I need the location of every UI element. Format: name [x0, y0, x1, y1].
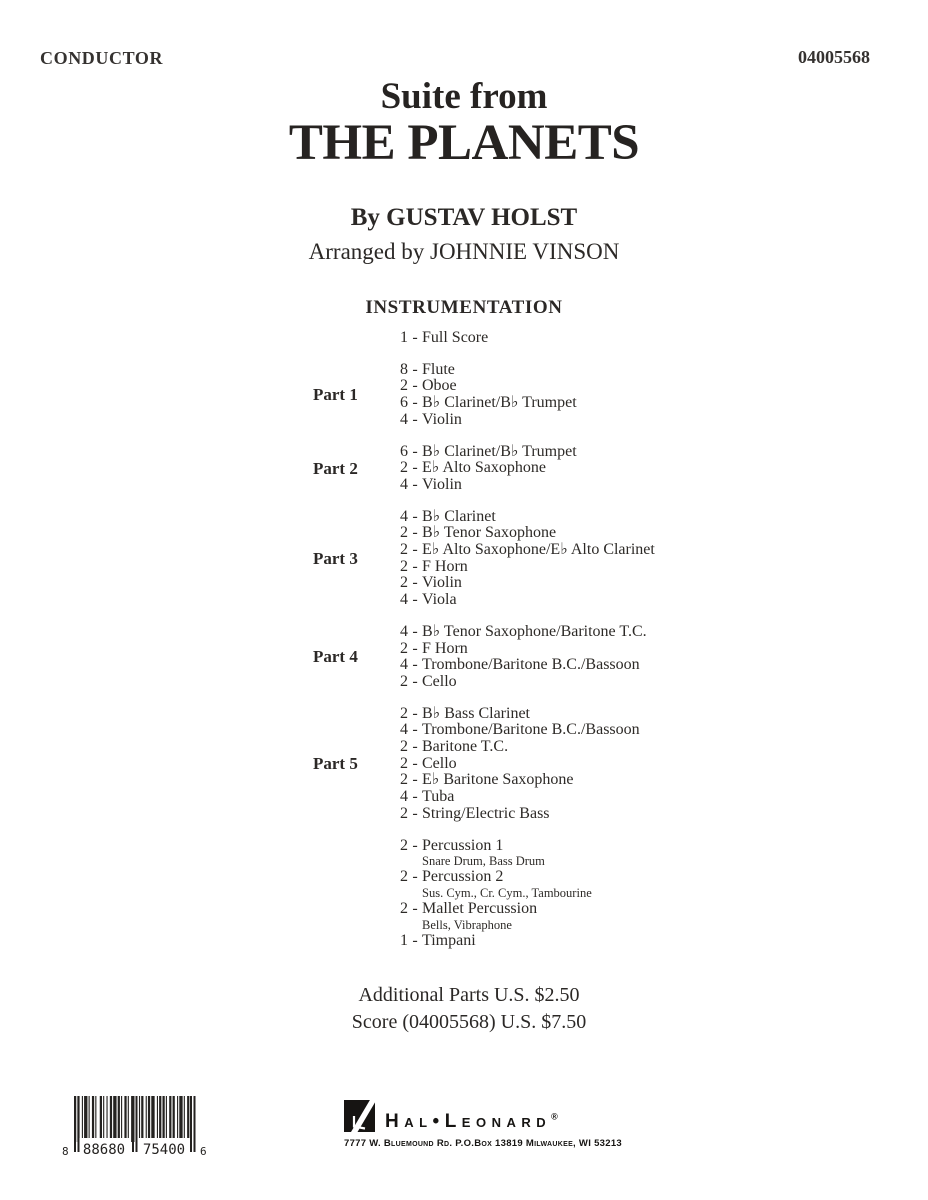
item-name: F Horn	[422, 557, 468, 575]
publisher-address: 7777 W. Bluemound Rd. P.O.Box 13819 Milwaukee, WI 53213	[344, 1138, 622, 1149]
item-quantity: 4	[400, 656, 408, 674]
item-quantity: 4	[400, 622, 408, 640]
item-name: Percussion 2	[422, 868, 504, 886]
item-quantity: 4	[400, 788, 408, 806]
item-separator: -	[412, 656, 418, 674]
item-quantity: 2	[400, 574, 408, 592]
instrument-item	[397, 395, 873, 412]
item-separator: -	[412, 738, 418, 756]
item-separator: -	[412, 672, 418, 690]
instrument-items	[397, 838, 873, 950]
instrument-items	[397, 330, 873, 347]
instrument-item	[397, 789, 873, 806]
instrument-item	[397, 378, 873, 395]
barcode-digit-group2: 75400	[142, 1142, 186, 1158]
item-separator: -	[412, 639, 418, 657]
barcode-digit-group1: 88680	[82, 1142, 126, 1158]
title-main: THE PLANETS	[288, 115, 640, 171]
instrument-item	[397, 739, 873, 756]
item-name: F Horn	[422, 639, 468, 657]
item-quantity: 4	[400, 410, 408, 428]
instrument-item	[397, 330, 873, 347]
instrument-item	[397, 624, 873, 641]
item-name: B♭ Tenor Saxophone	[422, 524, 557, 542]
instrument-items	[397, 444, 873, 494]
instrument-item	[397, 592, 873, 609]
instrumentation-group	[313, 509, 873, 609]
item-name: Violin	[422, 410, 462, 428]
item-separator: -	[412, 541, 418, 559]
item-separator: -	[412, 459, 418, 477]
item-separator: -	[412, 329, 418, 346]
registered-mark-icon: ®	[551, 1111, 558, 1122]
item-separator: -	[412, 754, 418, 772]
item-quantity: 2	[400, 639, 408, 657]
instrument-item	[397, 460, 873, 477]
instrument-item	[397, 933, 873, 950]
item-separator: -	[412, 507, 418, 525]
item-separator: -	[412, 931, 418, 949]
item-name: E♭ Alto Saxophone	[422, 459, 546, 477]
item-name: Timpani	[422, 931, 476, 949]
item-quantity: 2	[400, 557, 408, 575]
instrument-item	[397, 838, 873, 855]
item-separator: -	[412, 899, 418, 917]
part-label: Part 2	[313, 458, 358, 478]
instrument-item	[397, 657, 873, 674]
item-quantity: 2	[400, 899, 408, 917]
item-separator: -	[412, 788, 418, 806]
instrument-item	[397, 477, 873, 494]
publisher-logo-row	[344, 1098, 622, 1132]
instrument-item	[397, 806, 873, 823]
item-quantity: 2	[400, 771, 408, 789]
instrument-items	[397, 509, 873, 609]
item-quantity: 4	[400, 475, 408, 493]
item-name: Trombone/Baritone B.C./Bassoon	[422, 721, 640, 739]
item-quantity: 4	[400, 591, 408, 609]
instrument-item	[397, 869, 873, 886]
item-quantity: 2	[400, 738, 408, 756]
item-separator: -	[412, 804, 418, 822]
item-quantity: 2	[400, 804, 408, 822]
item-separator: -	[412, 475, 418, 493]
instrument-item	[397, 412, 873, 429]
item-quantity: 4	[400, 507, 408, 525]
item-name: B♭ Tenor Saxophone/Baritone T.C.	[422, 622, 647, 640]
item-name: Mallet Percussion	[422, 899, 538, 917]
catalog-number: 04005568	[798, 47, 870, 67]
item-quantity: 2	[400, 672, 408, 690]
item-detail: Bells, Vibraphone	[422, 917, 512, 932]
item-quantity: 2	[400, 459, 408, 477]
item-separator: -	[412, 574, 418, 592]
item-quantity: 2	[400, 704, 408, 722]
credits-block	[0, 204, 928, 264]
part-label: Part 1	[313, 385, 358, 405]
item-separator: -	[412, 377, 418, 395]
instrument-item	[397, 722, 873, 739]
instrument-item	[397, 772, 873, 789]
instrument-item	[397, 706, 873, 723]
instrumentation-heading: INSTRUMENTATION	[365, 297, 563, 318]
item-separator: -	[412, 360, 418, 378]
publisher-block	[344, 1098, 622, 1149]
title-block	[0, 78, 928, 169]
instrument-item	[397, 444, 873, 461]
instrumentation-group	[313, 706, 873, 823]
instrument-items	[397, 362, 873, 429]
item-separator: -	[412, 394, 418, 412]
instrumentation-group	[313, 330, 873, 347]
item-quantity: 2	[400, 541, 408, 559]
part-label: Part 5	[313, 754, 358, 774]
barcode-digit-right: 6	[200, 1145, 207, 1158]
item-separator: -	[412, 524, 418, 542]
item-detail: Snare Drum, Bass Drum	[422, 854, 545, 869]
item-name: B♭ Clarinet	[422, 507, 496, 525]
instrumentation-group	[313, 444, 873, 494]
item-name: B♭ Clarinet/B♭ Trumpet	[422, 394, 577, 412]
item-quantity: 2	[400, 377, 408, 395]
item-name: E♭ Alto Saxophone/E♭ Alto Clarinet	[422, 541, 655, 559]
arranger-credit: Arranged by JOHNNIE VINSON	[308, 238, 620, 264]
item-name: Cello	[422, 754, 457, 772]
item-quantity: 2	[400, 836, 408, 854]
item-separator: -	[412, 721, 418, 739]
item-name: Violin	[422, 574, 462, 592]
item-separator: -	[412, 557, 418, 575]
item-name: B♭ Bass Clarinet	[422, 704, 530, 722]
item-name: Full Score	[422, 329, 489, 346]
item-separator: -	[412, 771, 418, 789]
instrument-item	[397, 575, 873, 592]
item-quantity: 6	[400, 394, 408, 412]
publisher-name: Hal•Leonard	[385, 1111, 552, 1132]
item-quantity: 8	[400, 360, 408, 378]
item-quantity: 1	[400, 931, 408, 949]
item-quantity: 4	[400, 721, 408, 739]
item-name: Tuba	[422, 788, 455, 806]
hal-leonard-wordmark	[385, 1112, 558, 1131]
instrument-item	[397, 559, 873, 576]
item-name: Flute	[422, 360, 455, 378]
item-quantity: 6	[400, 442, 408, 460]
pricing-block	[0, 982, 928, 1036]
item-name: Trombone/Baritone B.C./Bassoon	[422, 656, 640, 674]
item-name: Violin	[422, 475, 462, 493]
price-additional-parts: Additional Parts U.S. $2.50	[358, 984, 580, 1006]
instrument-item	[397, 362, 873, 379]
item-separator: -	[412, 442, 418, 460]
instrumentation-group	[313, 838, 873, 950]
hal-leonard-logo-icon	[344, 1098, 378, 1132]
item-detail: Sus. Cym., Cr. Cym., Tambourine	[422, 885, 592, 900]
item-name: Percussion 1	[422, 836, 504, 854]
item-separator: -	[412, 868, 418, 886]
item-quantity: 2	[400, 754, 408, 772]
item-name: B♭ Clarinet/B♭ Trumpet	[422, 442, 577, 460]
instrumentation-list	[313, 330, 873, 964]
item-name: Cello	[422, 672, 457, 690]
item-separator: -	[412, 622, 418, 640]
price-score: Score (04005568) U.S. $7.50	[351, 1011, 587, 1033]
title-subtitle: Suite from	[380, 76, 548, 117]
item-name: Baritone T.C.	[422, 738, 509, 756]
instrumentation-group	[313, 362, 873, 429]
upc-barcode	[60, 1094, 212, 1165]
item-separator: -	[412, 836, 418, 854]
part-label: Part 3	[313, 548, 358, 568]
barcode-digit-left: 8	[62, 1145, 69, 1158]
item-separator: -	[412, 704, 418, 722]
part-label: Part 4	[313, 647, 358, 667]
instrument-items	[397, 706, 873, 823]
instrument-item	[397, 674, 873, 691]
instrument-item	[397, 525, 873, 542]
instrument-item	[397, 641, 873, 658]
conductor-label: CONDUCTOR	[40, 48, 164, 68]
instrument-item	[397, 756, 873, 773]
barcode-svg	[60, 1094, 212, 1160]
instrument-item	[397, 901, 873, 918]
item-name: E♭ Baritone Saxophone	[422, 771, 574, 789]
item-name: String/Electric Bass	[422, 804, 550, 822]
instrument-item	[397, 542, 873, 559]
item-name: Oboe	[422, 377, 457, 395]
item-quantity: 2	[400, 524, 408, 542]
item-name: Viola	[422, 591, 457, 609]
instrument-items	[397, 624, 873, 691]
composer-credit: By GUSTAV HOLST	[350, 204, 578, 231]
item-quantity: 1	[400, 329, 408, 346]
instrumentation-group	[313, 624, 873, 691]
item-quantity: 2	[400, 868, 408, 886]
item-separator: -	[412, 410, 418, 428]
instrument-item	[397, 509, 873, 526]
item-separator: -	[412, 591, 418, 609]
